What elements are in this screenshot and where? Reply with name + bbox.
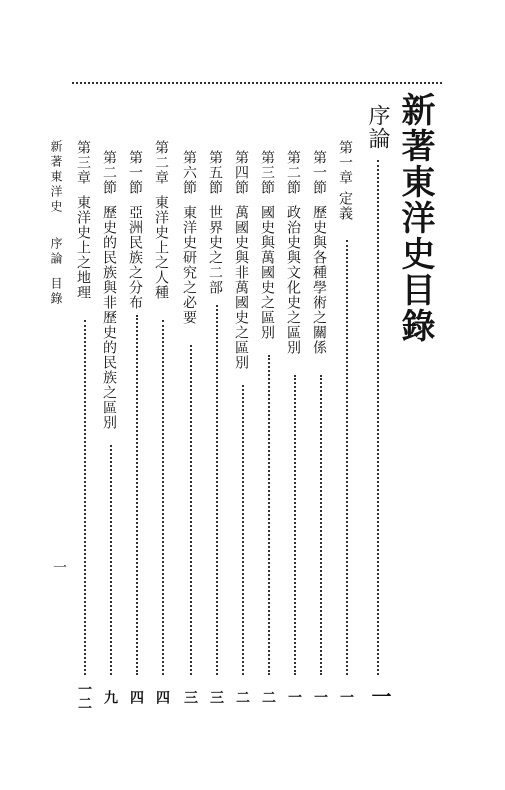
entry-title: 歷史的民族與非歷史的民族之區別 — [101, 205, 117, 430]
entry-page-number: 一 — [312, 690, 328, 704]
entry-page-number: 三 — [182, 690, 198, 704]
entry-title: 亞洲民族之分布 — [127, 205, 143, 310]
entry-number: 第六節 — [181, 150, 197, 195]
toc-entry-section-1-4[interactable] — [234, 150, 248, 370]
toc-entry-chapter-3[interactable] — [76, 140, 90, 300]
entry-title: 政治史與文化史之區別 — [285, 205, 301, 355]
entry-page-number: 一 — [338, 690, 354, 704]
entry-page-number: 二 — [260, 690, 276, 704]
toc-entry-section-1-6[interactable] — [182, 150, 196, 325]
entry-title: 世界史之二部 — [207, 205, 223, 295]
entry-title: 萬國史與非萬國史之區別 — [233, 205, 249, 370]
toc-entry-chapter-1[interactable] — [338, 140, 352, 221]
entry-title: 定義 — [337, 191, 353, 221]
toc-entry-section-2-2[interactable] — [102, 150, 116, 430]
folio-number: 一 — [51, 560, 67, 574]
entry-leader — [162, 320, 164, 675]
toc-entry-section-1-5[interactable] — [208, 150, 222, 295]
entry-number: 第三章 — [75, 140, 91, 185]
entry-leader — [136, 315, 138, 675]
toc-entry-section-2-1[interactable] — [128, 150, 142, 310]
entry-number: 第一節 — [311, 150, 327, 195]
entry-title: 東洋史上之人種 — [153, 195, 169, 300]
entry-leader — [320, 375, 322, 675]
toc-entry-section-1-2[interactable] — [286, 150, 300, 355]
entry-number: 第五節 — [207, 150, 223, 195]
entry-leader — [84, 320, 86, 675]
entry-title: 國史與萬國史之區別 — [259, 205, 275, 340]
entry-number: 第四節 — [233, 150, 249, 195]
entry-page-number: 三 — [208, 690, 224, 704]
entry-page-number: 九 — [102, 690, 118, 704]
toc-entry-section-1-1[interactable] — [312, 150, 326, 355]
entry-page-number: 四 — [154, 690, 170, 704]
toc-entry-chapter-2[interactable] — [154, 140, 168, 300]
entry-leader — [190, 345, 192, 675]
entry-leader — [294, 375, 296, 675]
entry-leader — [242, 385, 244, 675]
entry-number: 第二節 — [101, 150, 117, 195]
entry-leader — [216, 305, 218, 675]
entry-leader — [110, 445, 112, 675]
entry-number: 第一節 — [127, 150, 143, 195]
toc-entry-section-1-3[interactable] — [260, 150, 274, 340]
entry-leader — [268, 355, 270, 675]
running-head — [50, 140, 62, 307]
entry-page-number: 一 — [286, 690, 302, 704]
running-head-part: 目錄 — [49, 277, 63, 307]
entry-page-number: 一二 — [76, 682, 92, 710]
top-rule — [72, 82, 442, 84]
entry-title: 歷史與各種學術之關係 — [311, 205, 327, 355]
entry-number: 第二章 — [153, 140, 169, 185]
section-page-number: 一 — [368, 686, 392, 706]
section-heading: 序論 — [365, 104, 390, 150]
running-head-section: 序論 — [49, 237, 63, 267]
entry-page-number: 二 — [234, 690, 250, 704]
entry-page-number: 四 — [128, 690, 144, 704]
entry-number: 第三節 — [259, 150, 275, 195]
entry-leader — [346, 240, 348, 675]
book-title: 新著東洋史目錄 — [395, 92, 435, 344]
running-head-title: 新著東洋史 — [49, 140, 63, 215]
entry-number: 第二節 — [285, 150, 301, 195]
entry-title: 東洋史研究之必要 — [181, 205, 197, 325]
entry-title: 東洋史上之地理 — [75, 195, 91, 300]
section-leader — [377, 160, 379, 675]
entry-number: 第一章 — [337, 140, 353, 185]
